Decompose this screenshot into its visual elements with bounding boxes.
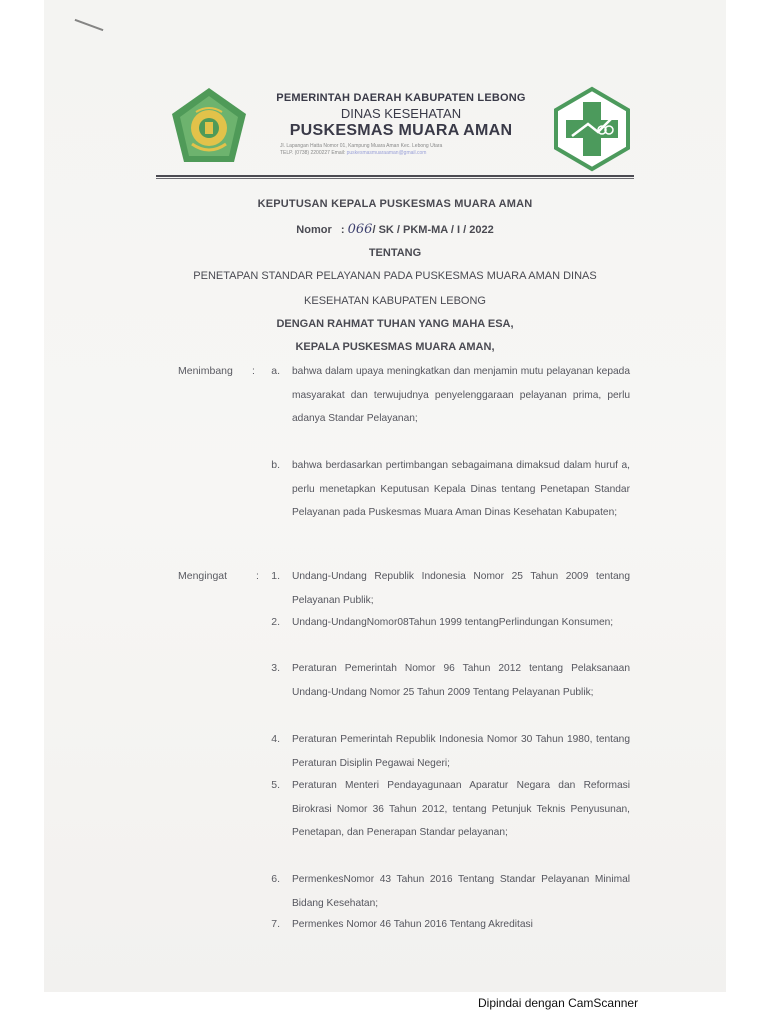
menimbang-mark-a: a. [271,365,280,377]
mengingat-mark-1: 1. [271,570,280,582]
mengingat-item-3: Peraturan Pemerintah Nomor 96 Tahun 2012 tentang Pelaksanaan Undang-Undang Nomor 25 Tahun 2009 Tentang Pelayanan Publik; [292,663,630,698]
decree-subject-line-2: KESEHATAN KABUPATEN LEBONG [304,295,486,307]
letterhead-agency: DINAS KESEHATAN [340,106,462,121]
decree-title: KEPUTUSAN KEPALA PUSKESMAS MUARA AMAN [257,198,533,210]
decree-number-rest: / SK / PKM-MA / I / 2022 [372,224,494,236]
menimbang-colon: : [252,365,255,377]
decree-issuer: KEPALA PUSKESMAS MUARA AMAN, [295,341,495,353]
mengingat-item-1: Undang-Undang Republik Indonesia Nomor 25 Tahun 2009 tentang Pelayanan Publik; [292,571,630,606]
letterhead-government: PEMERINTAH DAERAH KABUPATEN LEBONG [276,92,526,104]
lebong-emblem-icon [168,84,250,170]
scanner-watermark: Dipindai dengan CamScanner [478,996,639,1010]
puskesmas-logo-icon [552,86,632,172]
menimbang-label: Menimbang [178,365,233,377]
mengingat-item-2: Undang-UndangNomor08Tahun 1999 tentangPerlindungan Konsumen; [292,617,614,628]
mengingat-item-4: Peraturan Pemerintah Republik Indonesia Nomor 30 Tahun 1980, tentang Peraturan Disiplin Pegawai Negeri; [292,734,630,769]
letterhead-contact [256,150,546,156]
mengingat-item-7: Permenkes Nomor 46 Tahun 2016 Tentang Akreditasi [292,919,533,930]
mengingat-mark-4: 4. [271,733,280,745]
letterhead-address: Jl. Lapangan Hatta Nomor 01, Kampung Muara Aman Kec. Lebong Utara [280,143,443,149]
letterhead [256,92,546,156]
mengingat-item-6: PermenkesNomor 43 Tahun 2016 Tentang Standar Pelayanan Minimal Bidang Kesehatan; [292,874,630,909]
decree-number-handwritten: 066 [347,222,373,237]
letterhead-rule-thin [156,178,634,179]
menimbang-item-b: bahwa berdasarkan pertimbangan sebagaimana dimaksud dalam huruf a, perlu menetapkan Keputusan Kepala Dinas tentang Penetapan Standar Pelayanan pada Puskesmas Muara Aman Dinas Kesehatan Kabupaten; [292,460,630,518]
letterhead-phone: TELP. (0738) 2200227 Email: [280,150,346,156]
decree-tentang: TENTANG [368,247,422,259]
menimbang-mark-b: b. [271,459,280,471]
menimbang-item-a: bahwa dalam upaya meningkatkan dan menjamin mutu pelayanan kepada masyarakat dan terwujudnya penyelenggaraan pelayanan prima, perlu adanya Standar Pelayanan; [292,366,630,424]
mengingat-mark-7: 7. [271,918,280,930]
mengingat-mark-2: 2. [271,616,280,628]
mengingat-mark-3: 3. [271,662,280,674]
mengingat-label: Mengingat [178,570,228,582]
letterhead-rule [156,175,634,177]
mengingat-colon: : [256,570,259,582]
decree-number-label: Nomor [296,224,332,236]
decree-subject-line-1: PENETAPAN STANDAR PELAYANAN PADA PUSKESMAS MUARA AMAN DINAS [193,270,597,282]
decree-number: Nomor : 066/ SK / PKM-MA / I / 2022 [296,222,494,237]
letterhead-puskesmas: PUSKESMAS MUARA AMAN [289,122,513,139]
mengingat-mark-5: 5. [271,779,280,791]
letterhead-email: puskesmasmuaraaman@gmail.com [346,150,427,156]
decree-invocation: DENGAN RAHMAT TUHAN YANG MAHA ESA, [276,318,514,330]
mengingat-mark-6: 6. [271,873,280,885]
mengingat-item-5: Peraturan Menteri Pendayagunaan Aparatur Negara dan Reformasi Birokrasi Nomor 36 Tahun 2012, tentang Petunjuk Teknis Penyusunan, Penetapan, dan Penerapan Standar pelayanan; [292,780,630,838]
